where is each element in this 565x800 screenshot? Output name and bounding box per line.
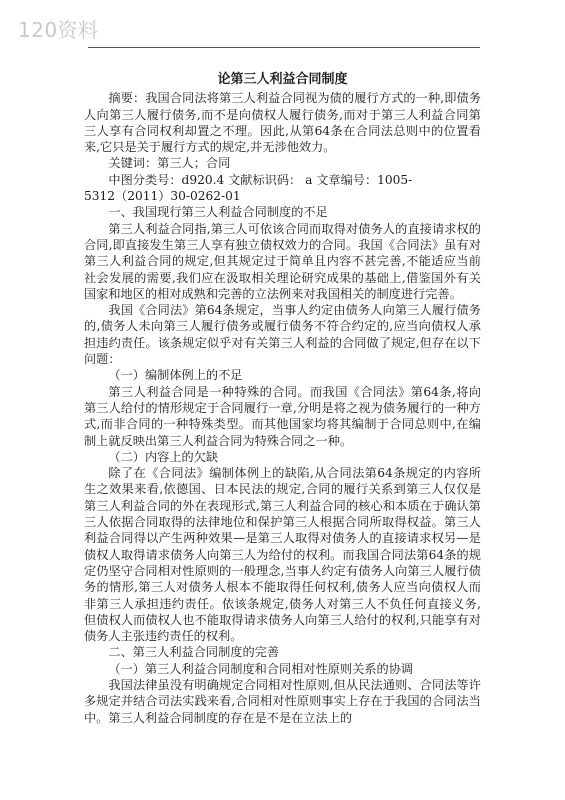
document-body [84,72,481,726]
paragraph-abstract: 摘要：我国合同法将第三人利益合同视为债的履行方式的一种,即债务人向第三人履行债务,而不是向债权人履行债务,而对于第三人利益合同第三人享有合同权利却置之不理。因此,从第64条在合同法总则中的位置看来,它只是关于履行方式的规定,并无涉他效力。 [84,91,481,155]
paragraph-p2: 我国《合同法》第64条规定，当事人约定由债务人向第三人履行债务的,债务人未向第三人履行债务或履行债务不符合约定的,应当向债权人承担违约责任。该条规定似乎对有关第三人利益的合同做了规定,但存在以下问题： [84,303,481,367]
paragraph-p3: 第三人利益合同是一种特殊的合同。而我国《合同法》第64条,将向第三人给付的情形规定于合同履行一章,分明是将之视为债务履行的一种方式,而非合同的一种特殊类型。而其他国家均将其编制于合同总则中,在编制上就反映出第三人利益合同为特殊合同之一种。 [84,384,481,448]
watermark-logo: 120资料 [18,18,99,42]
document-title: 论第三人利益合同制度 [217,72,348,87]
paragraph-s2: 二、第三人利益合同制度的完善 [108,645,280,660]
paragraph-classno: 中图分类号：d920.4 文献标识码： a 文章编号：1005- [108,172,413,187]
paragraph-p5: 我国法律虽没有明确规定合同相对性原则,但从民法通则、合同法等许多规定并结合司法实践来看,合同相对性原则事实上存在于我国的合同法当中。第三人利益合同制度的存在是不是在立法上的 [84,677,481,725]
paragraph-keywords: 关键词：第三人；合同 [108,156,231,171]
paragraph-s21: （一）第三人利益合同制度和合同相对性原则关系的协调 [108,661,414,676]
paragraph-s11: （一）编制体例上的不足 [108,368,243,383]
header-rule [88,47,480,48]
paragraph-s1: 一、我国现行第三人利益合同制度的不足 [108,205,328,220]
paragraph-p1: 第三人利益合同指,第三人可依该合同而取得对债务人的直接请求权的合同,即直接发生第三人享有独立债权效力的合同。我国《合同法》虽有对第三人利益合同的规定,但其规定过于简单且内容不甚完善,不能适应当前社会发展的需要,我们应在汲取相关理论研究成果的基础上,借鉴国外有关国家和地区的相对成熟和完善的立法例来对我国相关的制度进行完善。 [84,221,481,301]
paragraph-classno2: 5312（2011）30-0262-01 [84,189,241,204]
paragraph-p4: 除了在《合同法》编制体例上的缺陷,从合同法第64条规定的内容所生之效果来看,依德国、日本民法的规定,合同的履行关系到第三人仅仅是第三人利益合同的外在表现形式,第三人利益合同的核心和本质在于确认第三人依据合同取得的法律地位和保护第三人根据合同所取得权益。第三人利益合同得以产生两种效果—是第三人取得对债务人的直接请求权另—是债权人取得请求债务人向第三人为给付的权利。而我国合同法第64条的规定仍坚守合同相对性原则的一般理念,当事人约定有债务人向第三人履行债务的情形,第三人对债务人根本不能取得任何权利,债务人应当向债权人而非第三人承担违约责任。依该条规定,债务人对第三人不负任何直接义务,但债权人而债权人也不能取得请求债务人向第三人给付的权利,只能享有对债务人主张违约责任的权利。 [84,466,481,644]
paragraph-s12: （二）内容上的欠缺 [108,449,219,464]
